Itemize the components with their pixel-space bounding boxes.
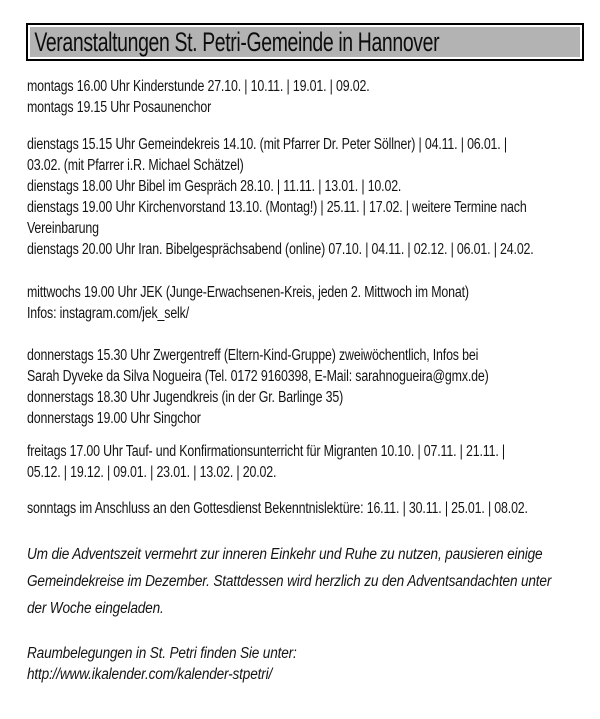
events-flyer — [0, 23, 600, 719]
text-line: dienstags 19.00 Uhr Kirchenvorstand 13.10. (Montag!) | 25.11. | 17.02. | weitere Termine nach — [27, 199, 527, 216]
text-line: dienstags 15.15 Uhr Gemeindekreis 14.10. (mit Pfarrer Dr. Peter Söllner) | 04.11. | 06.01. | — [27, 136, 507, 153]
text-line: donnerstags 19.00 Uhr Singchor — [27, 410, 201, 427]
text-line: der Woche eingeladen. — [27, 600, 164, 617]
events-mittwochs — [27, 282, 600, 324]
text-line: donnerstags 18.30 Uhr Jugendkreis (in der Gr. Barlinge 35) — [27, 389, 344, 406]
text-line: dienstags 20.00 Uhr Iran. Bibelgesprächsabend (online) 07.10. | 04.11. | 02.12. | 06.01. | 24.02. — [27, 241, 534, 258]
text-line: Infos: instagram.com/jek_selk/ — [27, 305, 189, 322]
text-line: Sarah Dyveke da Silva Nogueira (Tel. 0172 9160398, E-Mail: sarahnogueira@gmx.de) — [27, 368, 489, 385]
events-freitags — [27, 441, 600, 483]
events-donnerstags — [27, 345, 600, 429]
text-line: sonntags im Anschluss an den Gottesdienst Bekenntnislektüre: 16.11. | 30.11. | 25.01. | 08.02. — [27, 500, 528, 517]
events-dienstags — [27, 134, 600, 260]
text-line: Um die Adventszeit vermehrt zur inneren Einkehr und Ruhe zu nutzen, pausieren einige — [27, 546, 543, 563]
title-bar — [26, 23, 584, 61]
page-title: Veranstaltungen St. Petri-Gemeinde in Hannover — [34, 27, 440, 57]
note-advent-pause — [27, 541, 600, 622]
text-line: Raumbelegungen in St. Petri finden Sie unter: — [27, 645, 297, 662]
text-line: Gemeindekreise im Dezember. Stattdessen wird herzlich zu den Adventsandachten unter — [27, 573, 552, 590]
text-line: montags 16.00 Uhr Kinderstunde 27.10. | 10.11. | 19.01. | 09.02. — [27, 78, 370, 95]
events-montags — [27, 76, 600, 118]
text-line: http://www.ikalender.com/kalender-stpetri/ — [27, 666, 273, 683]
text-line: montags 19.15 Uhr Posaunenchor — [27, 99, 212, 116]
text-line: Vereinbarung — [27, 220, 99, 237]
flyer-page — [0, 23, 600, 719]
title-fill — [30, 27, 580, 57]
events-sonntags — [27, 498, 600, 519]
note-room-booking — [27, 643, 600, 685]
text-line: dienstags 18.00 Uhr Bibel im Gespräch 28.10. | 11.11. | 13.01. | 10.02. — [27, 178, 402, 195]
text-line: donnerstags 15.30 Uhr Zwergentreff (Eltern-Kind-Gruppe) zweiwöchentlich, Infos bei — [27, 347, 479, 364]
text-line: 05.12. | 19.12. | 09.01. | 23.01. | 13.02. | 20.02. — [27, 464, 277, 481]
text-line: 03.02. (mit Pfarrer i.R. Michael Schätzel) — [27, 157, 244, 174]
event-list — [0, 76, 600, 685]
text-line: mittwochs 19.00 Uhr JEK (Junge-Erwachsenen-Kreis, jeden 2. Mittwoch im Monat) — [27, 284, 469, 301]
text-line: freitags 17.00 Uhr Tauf- und Konfirmationsunterricht für Migranten 10.10. | 07.11. | 21.11. | — [27, 443, 505, 460]
